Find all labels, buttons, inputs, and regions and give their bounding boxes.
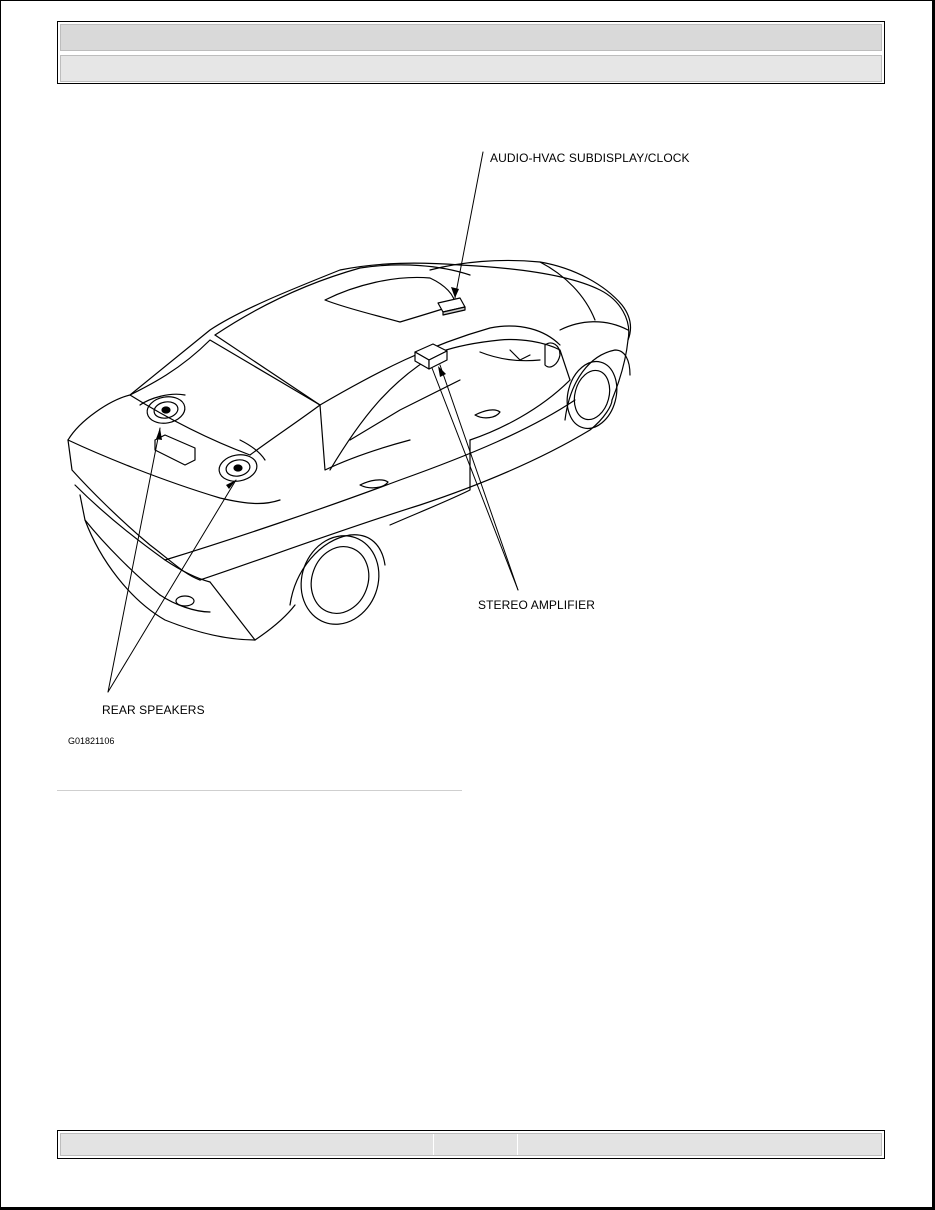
section-divider: [57, 790, 462, 791]
header: [57, 21, 885, 84]
vehicle-audio-component-diagram: [0, 120, 935, 780]
label-rear-speakers: REAR SPEAKERS: [102, 703, 205, 717]
rear-speaker-right: [217, 452, 259, 484]
subdisplay-clock-unit: [438, 298, 465, 315]
header-subtitle-bar: [60, 55, 882, 82]
label-stereo-amplifier: STEREO AMPLIFIER: [478, 598, 595, 612]
header-title-bar: [60, 24, 882, 51]
footer-cell-middle: [433, 1134, 517, 1155]
figure-id: G01821106: [68, 736, 115, 746]
footer-cell-left: [61, 1134, 433, 1155]
footer: [57, 1130, 885, 1159]
label-subdisplay-clock: AUDIO-HVAC SUBDISPLAY/CLOCK: [490, 151, 690, 165]
car-body-outline: [68, 260, 630, 640]
footer-cell-right: [517, 1134, 881, 1155]
